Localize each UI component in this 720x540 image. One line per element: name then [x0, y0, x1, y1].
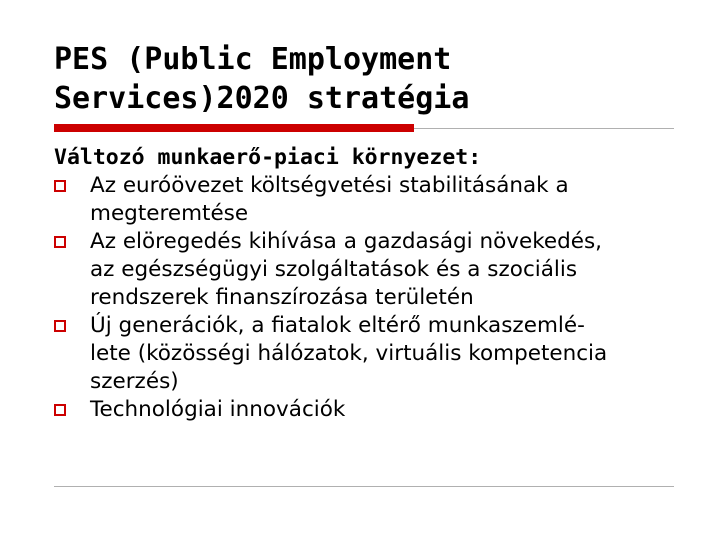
bullet-item — [54, 172, 694, 228]
footer-divider — [54, 486, 674, 487]
title-line-2: Services)2020 stratégia — [54, 81, 470, 116]
bullet-text-line: Új generációk, a fiatalok eltérő munkaszemlé- — [90, 313, 585, 338]
hollow-square-bullet-icon — [54, 320, 66, 332]
hollow-square-bullet-icon — [54, 180, 66, 192]
bullet-text-line: megteremtése — [90, 201, 249, 226]
bullet-item — [54, 228, 694, 312]
slide-body — [54, 144, 694, 424]
section-heading: Változó munkaerő-piaci környezet: — [54, 145, 482, 170]
slide-title — [54, 40, 694, 118]
title-accent-bar — [54, 124, 414, 132]
bullet-item — [54, 396, 694, 424]
bullet-text-line: szerzés) — [90, 369, 179, 394]
hollow-square-bullet-icon — [54, 404, 66, 416]
bullet-text-line: lete (közösségi hálózatok, virtuális kompetencia — [90, 341, 608, 366]
bullet-text-line: Technológiai innovációk — [90, 397, 346, 422]
bullet-text-line: az egészségügyi szolgáltatások és a szociális — [90, 257, 578, 282]
title-line-1: PES (Public Employment — [54, 42, 452, 77]
bullet-text-line: Az elöregedés kihívása a gazdasági növekedés, — [90, 229, 603, 254]
bullet-text-line: Az euróövezet költségvetési stabilitásának a — [90, 173, 569, 198]
bullet-list — [54, 172, 694, 424]
bullet-item — [54, 312, 694, 396]
hollow-square-bullet-icon — [54, 236, 66, 248]
bullet-text-line: rendszerek finanszírozása területén — [90, 285, 474, 310]
